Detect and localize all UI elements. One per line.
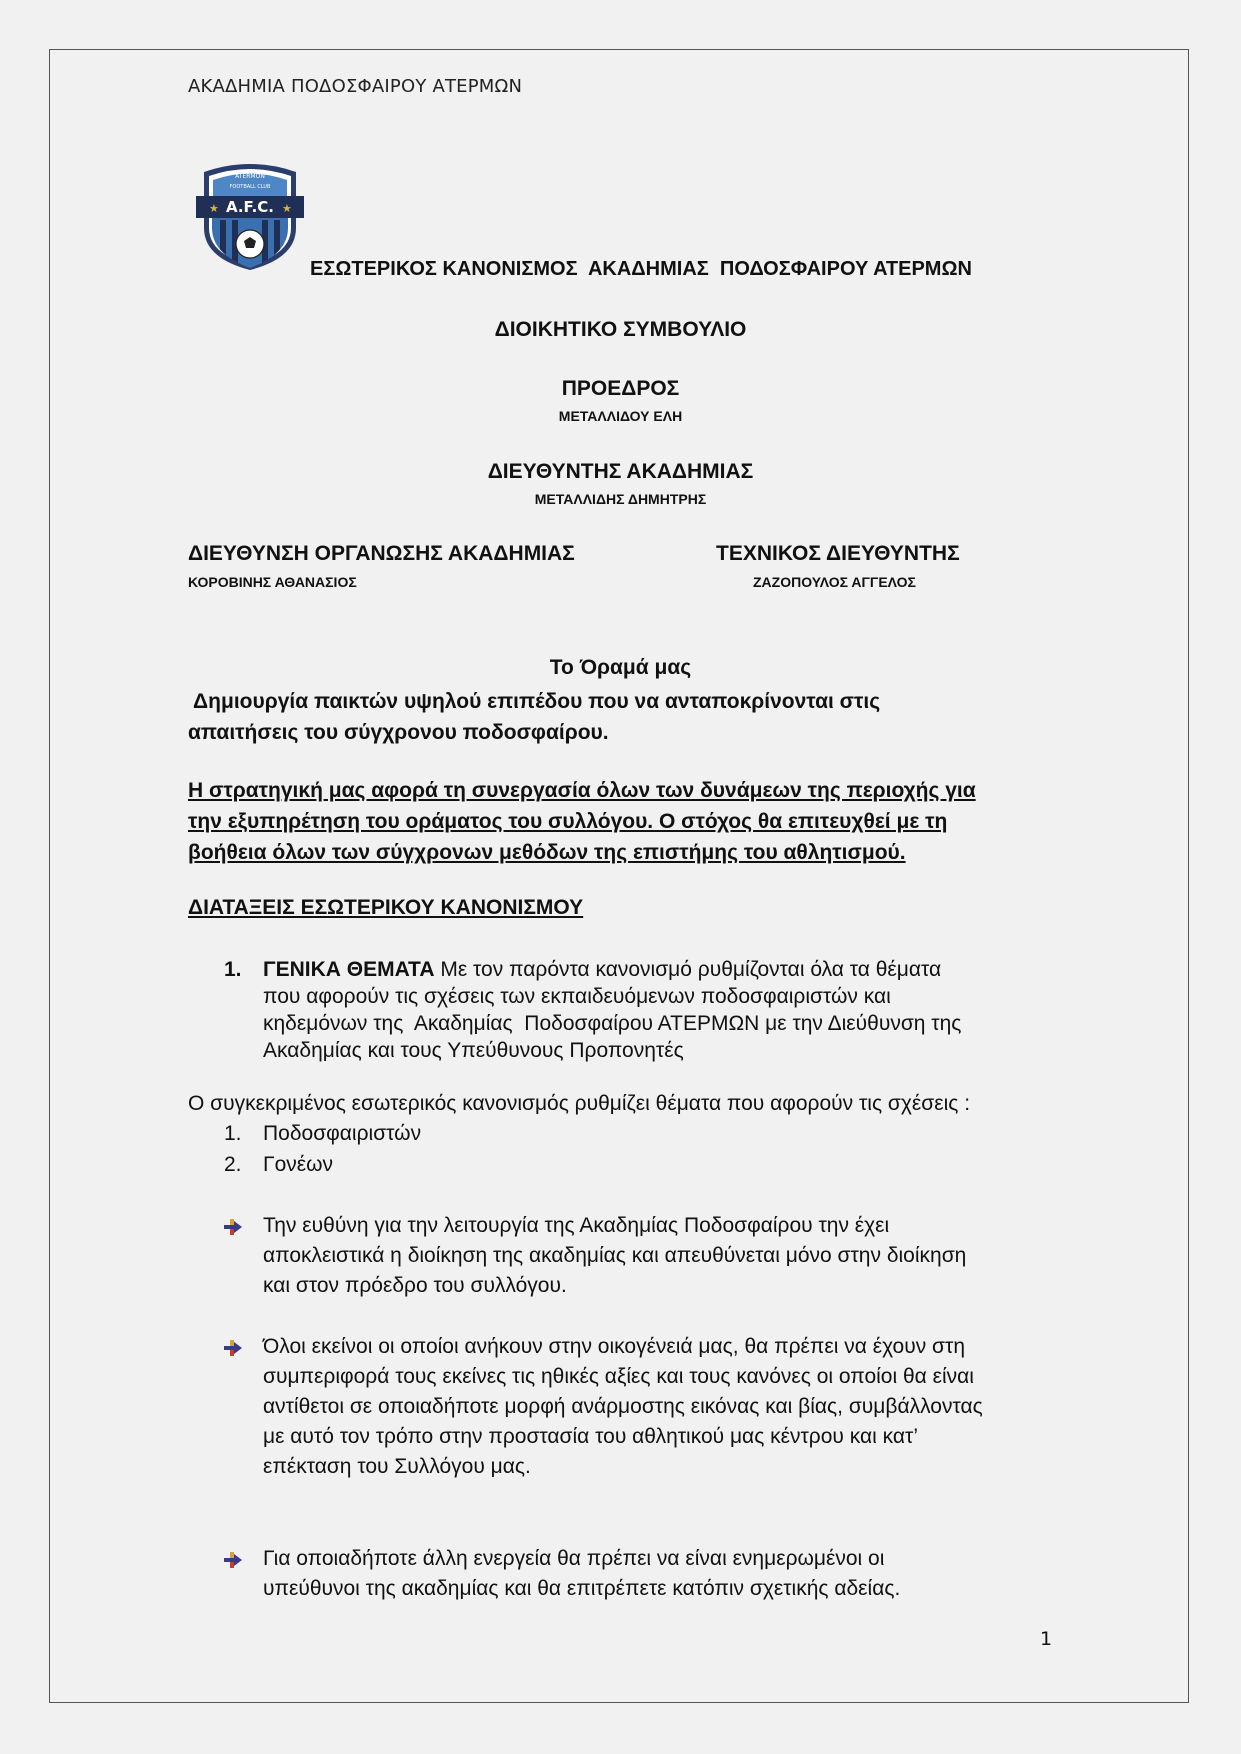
strategy-line-3: βοήθεια όλων των σύγχρονων μεθόδων της επιστήμης του αθλητισμού. [188,841,906,864]
item-number: 1. [224,958,242,981]
logo-top-text: ATERMON [235,173,265,180]
bullet-line: και στον πρόεδρο του συλλόγου. [263,1274,567,1297]
club-logo [194,158,306,270]
running-header: ΑΚΑΔΗΜΙΑ ΠΟΔΟΣΦΑΙΡΟΥ ΑΤΕΡΜΩΝ [188,76,523,97]
bullet-item [224,1544,1064,1604]
logo-club-text: FOOTBALL CLUB [229,184,271,190]
organization-role: ΔΙΕΥΘΥΝΣΗ ΟΡΓΑΝΩΣΗΣ ΑΚΑΔΗΜΙΑΣ [188,542,575,565]
board-heading: ΔΙΟΙΚΗΤΙΚΟ ΣΥΜΒΟΥΛΙΟ [494,318,747,341]
strategy-line-2: την εξυπηρέτηση του οράματος του συλλόγου. Ο στόχος θα επιτευχθεί με τη [188,810,948,833]
logo-initials: A.F.C. [225,198,275,216]
vision-line-1: Δημιουργία παικτών υψηλού επιπέδου που να ανταποκρίνονται στις [188,690,881,713]
bullet-line: υπεύθυνοι της ακαδημίας και θα επιτρέπετε κατόπιν σχετικής αδείας. [263,1577,901,1600]
bullet-line: Όλοι εκείνοι οι οποίοι ανήκουν στην οικογένειά μας, θα πρέπει να έχουν στη [263,1335,965,1358]
bullet-line: Την ευθύνη για την λειτουργία της Ακαδημίας Ποδοσφαίρου την έχει [263,1214,890,1237]
list-item [224,1122,421,1146]
bullet-line: με αυτό τον τρόπο στην προστασία του αθλητικού μας κέντρου και κατ’ [263,1425,918,1448]
general-topics-item [224,956,1064,1064]
vision-title: Το Όραμά μας [549,656,692,679]
item-line-3: κηδεμόνων της Ακαδημίας Ποδοσφαίρου ΑΤΕΡΜΩΝ με την Διεύθυνση της [263,1012,962,1035]
vision-line-2: απαιτήσεις του σύγχρονου ποδοσφαίρου. [188,721,609,744]
bullet-line: επέκταση του Συλλόγου μας. [263,1455,531,1478]
president-name: ΜΕΤΑΛΛΙΔΟΥ ΕΛΗ [558,408,683,424]
bullet-line: αντίθετοι σε οποιαδήποτε μορφή ανάρμοστης εικόνας και βίας, συμβάλλοντας [263,1395,983,1418]
item-line-4: Ακαδημίας και τους Υπεύθυνους Προπονητές [263,1039,684,1062]
section-heading: ΔΙΑΤΑΞΕΙΣ ΕΣΩΤΕΡΙΚΟΥ ΚΑΝΟΝΙΣΜΟΥ [188,896,584,919]
director-name: ΜΕΤΑΛΛΙΔΗΣ ΔΗΜΗΤΡΗΣ [534,491,707,507]
organization-name: ΚΟΡΟΒΙΝΗΣ ΑΘΑΝΑΣΙΟΣ [188,574,357,590]
intro-text: Ο συγκεκριμένος εσωτερικός κανονισμός ρυθμίζει θέματα που αφορούν τις σχέσεις : [188,1092,971,1115]
item-line-2: που αφορούν τις σχέσεις των εκπαιδευόμενων ποδοσφαιριστών και [263,985,891,1008]
list-item [224,1153,333,1177]
bullet-item [224,1211,1064,1301]
bullet-item [224,1332,1064,1482]
item-heading: ΓΕΝΙΚΑ ΘΕΜΑΤΑ [263,958,435,981]
item-line-1: Με τον παρόντα κανονισμό ρυθμίζονται όλα τα θέματα [434,958,942,981]
list-item-number: 1. [224,1122,242,1145]
svg-text:★: ★ [209,203,219,215]
arrow-bullet-icon [224,1552,244,1568]
arrow-bullet-icon [224,1219,244,1235]
technical-name: ΖΑΖΟΠΟΥΛΟΣ ΑΓΓΕΛΟΣ [753,574,916,590]
director-role: ΔΙΕΥΘΥΝΤΗΣ ΑΚΑΔΗΜΙΑΣ [487,460,754,483]
vision-text [188,686,1068,748]
strategy-line-1: Η στρατηγική μας αφορά τη συνεργασία όλων των δυνάμεων της περιοχής για [188,779,976,802]
president-role: ΠΡΟΕΔΡΟΣ [561,377,680,400]
strategy-text [188,775,1078,868]
list-item-text: Ποδοσφαιριστών [263,1122,422,1145]
svg-text:★: ★ [282,203,292,215]
document-title: ΕΣΩΤΕΡΙΚΟΣ ΚΑΝΟΝΙΣΜΟΣ ΑΚΑΔΗΜΙΑΣ ΠΟΔΟΣΦΑΙΡΟΥ ΑΤΕΡΜΩΝ [310,258,972,280]
bullet-line: συμπεριφορά τους εκείνες τις ηθικές αξίες και τους κανόνες οι οποίοι θα είναι [263,1365,974,1388]
technical-role: ΤΕΧΝΙΚΟΣ ΔΙΕΥΘΥΝΤΗΣ [716,542,960,565]
page-number: 1 [1040,1628,1053,1650]
list-item-number: 2. [224,1153,242,1176]
list-item-text: Γονέων [263,1153,334,1176]
arrow-bullet-icon [224,1340,244,1356]
bullet-line: αποκλειστικά η διοίκηση της ακαδημίας και απευθύνεται μόνο στην διοίκηση [263,1244,967,1267]
bullet-line: Για οποιαδήποτε άλλη ενεργεία θα πρέπει να είναι ενημερωμένοι οι [263,1547,885,1570]
